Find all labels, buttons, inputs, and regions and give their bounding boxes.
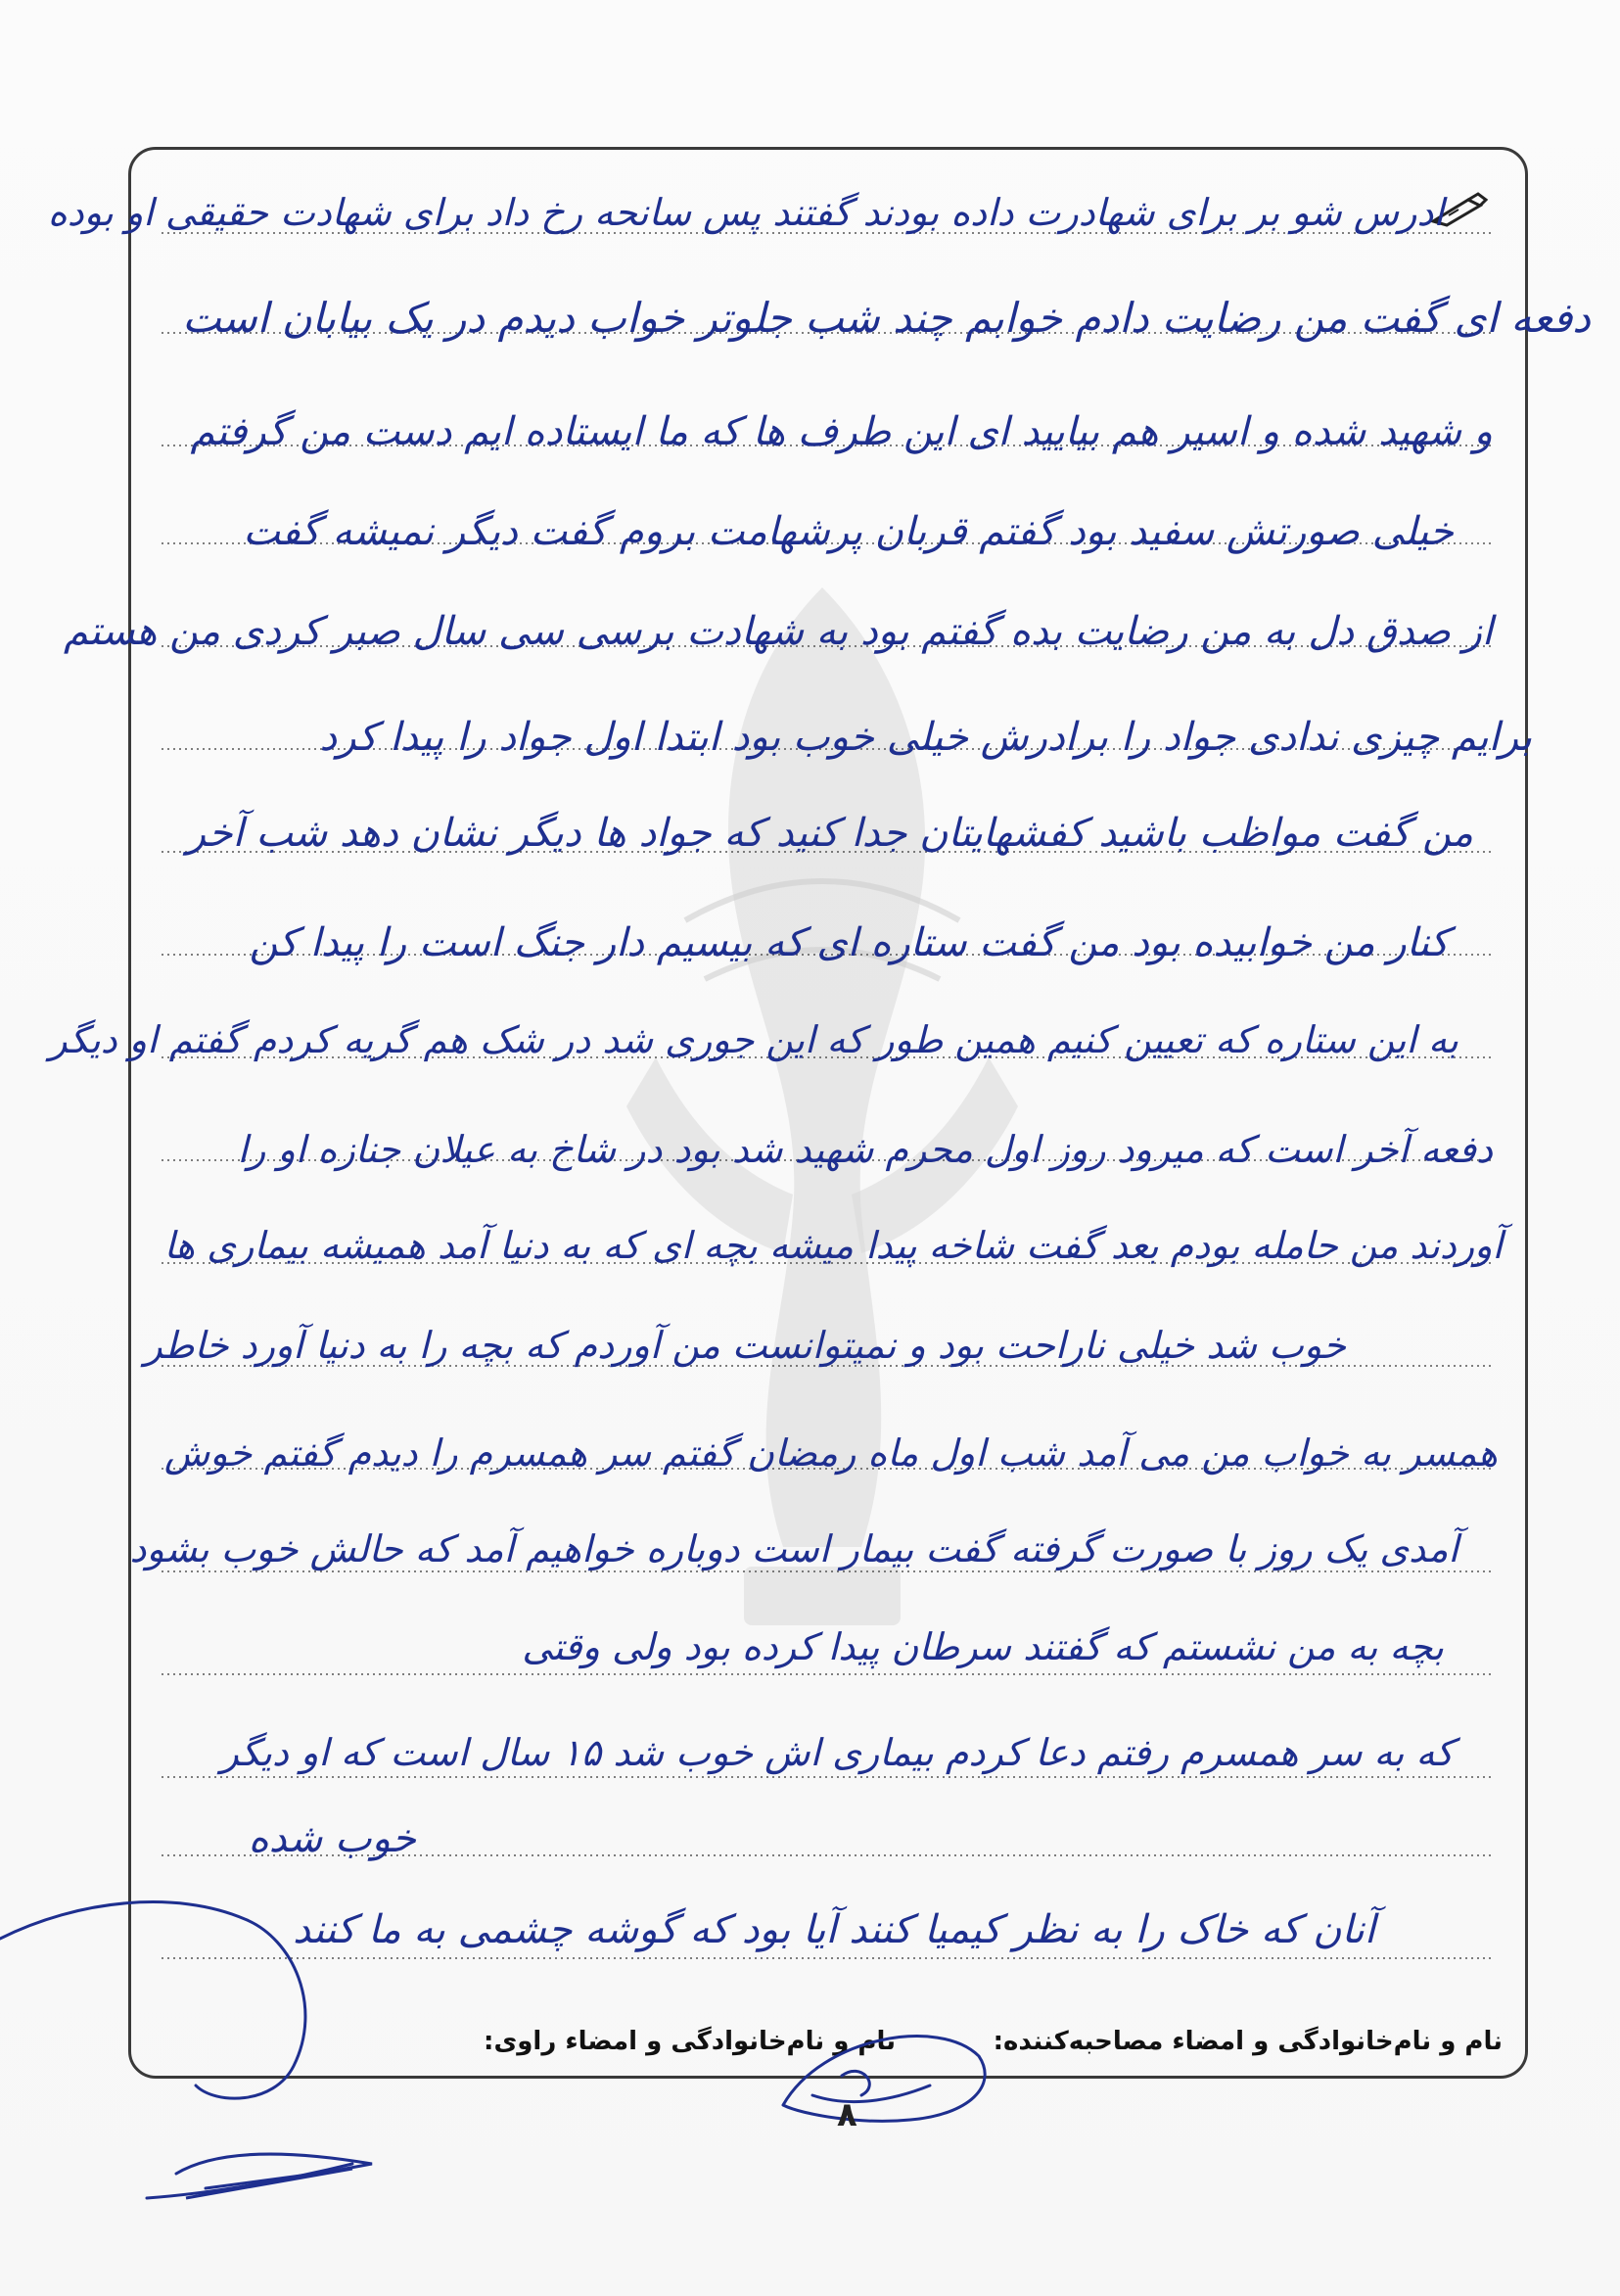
interviewer-signature	[783, 2037, 985, 2122]
handwritten-line: ادرس شو بر برای شهادرت داده بودند گفتند پس سانحه رخ داد برای شهادت حقیقی او بوده	[47, 191, 1444, 234]
handwritten-line: و شهید شده و اسیر هم بیایید ای این طرف ها که ما ایستاده ایم دست من گرفتم	[190, 409, 1493, 454]
handwritten-line: آنان که خاک را به نظر کیمیا کنند آیا بود که گوشه چشمی به ما کنند	[293, 1907, 1375, 1952]
handwritten-line: بچه به من نشستم که گفتند سرطان پیدا کرده بود ولی وقتی	[522, 1625, 1444, 1668]
handwritten-line: که به سر همسرم رفتم دعا کردم بیماری اش خوب شد ۱۵ سال است که او دیگر	[220, 1731, 1454, 1774]
handwritten-line: همسر به خواب من می آمد شب اول ماه رمضان گفتم سر همسرم را دیدم گفتم خوش	[163, 1431, 1498, 1475]
page-number: ۸	[837, 2095, 857, 2134]
handwritten-line: کنار من خوابیده بود من گفت ستاره ای که بیسیم دار جنگ است را پیدا کن	[249, 920, 1449, 965]
handwritten-line: به این ستاره که تعیین کنیم همین طور که این جوری شد در شک هم گریه کردم گفتم او دیگر	[49, 1018, 1458, 1061]
handwritten-line: آوردند من حامله بودم بعد گفت شاخه پیدا میشه بچه ای که به دنیا آمد همیشه بیماری ها	[163, 1224, 1503, 1267]
handwritten-line: آمدی یک روز با صورت گرفته گفت بیمار است دوباره خواهیم آمد که حالش خوب بشود	[129, 1527, 1458, 1570]
handwritten-line: دفعه آخر است که میرود روز اول محرم شهید شد بود در شاخ به عیلان جنازه او را	[237, 1128, 1493, 1171]
handwritten-line: خوب شده	[248, 1816, 416, 1861]
handwritten-line: خوب شد خیلی ناراحت بود و نمیتوانست من آوردم که بچه را به دنیا آورد خاطر	[144, 1324, 1346, 1367]
handwritten-line: برایم چیزی ندادی جواد را برادرش خیلی خوب بود ابتدا اول جواد را پیدا کرد	[319, 715, 1532, 760]
handwritten-line: دفعه ای گفت من رضایت دادم خوابم چند شب جلوتر خواب دیدم در یک بیابان است	[182, 294, 1591, 342]
handwritten-line: من گفت مواظب باشید کفشهایتان جدا کنید که جواد ها دیگر نشان دهد شب آخر	[186, 811, 1473, 856]
narrator-signature-label: نام و نام‌خانوادگی و امضاء راوی:	[484, 2027, 896, 2056]
handwritten-line: از صدق دل به من رضایت بده گفتم بود به شهادت برسی سی سال صبر کردی من هستم	[64, 609, 1493, 654]
handwritten-line: خیلی صورتش سفید بود گفتم قربان پرشهامت بروم گفت دیگر نمیشه گفت	[243, 509, 1454, 554]
interviewer-signature-label: نام و نام‌خانوادگی و امضاء مصاحبه‌کننده:	[993, 2027, 1503, 2056]
